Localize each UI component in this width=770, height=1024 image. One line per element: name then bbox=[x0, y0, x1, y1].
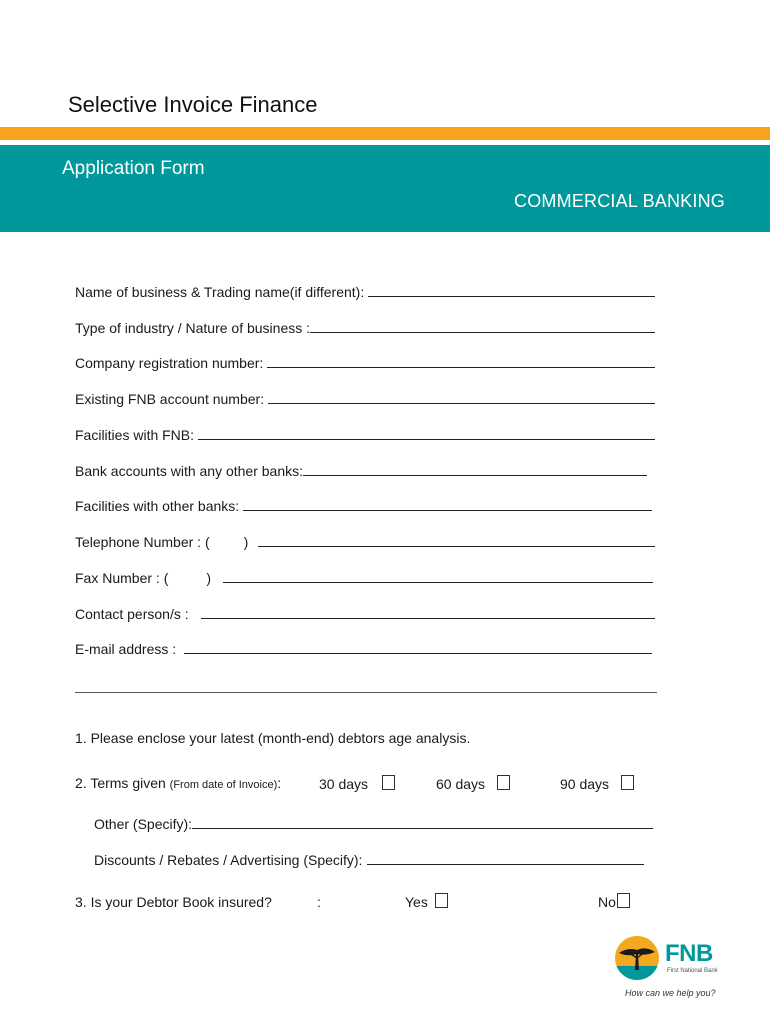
field-label: Company registration number: bbox=[75, 355, 264, 371]
document-title: Selective Invoice Finance bbox=[68, 92, 318, 117]
option-yes[interactable] bbox=[405, 893, 448, 910]
field-label: E-mail address : bbox=[75, 641, 177, 657]
other-bank-accounts-field[interactable] bbox=[75, 459, 647, 479]
other-bank-facilities-field[interactable] bbox=[75, 494, 652, 514]
field-label: Telephone Number : ( bbox=[75, 534, 210, 550]
industry-field[interactable] bbox=[75, 316, 655, 336]
other-terms-field[interactable] bbox=[94, 812, 653, 832]
option-no[interactable] bbox=[598, 893, 630, 910]
input-line[interactable] bbox=[201, 618, 655, 619]
question-3-colon: : bbox=[317, 894, 321, 910]
field-label: Contact person/s : bbox=[75, 606, 189, 622]
question-2-note: (From date of Invoice) bbox=[169, 779, 278, 791]
input-line[interactable] bbox=[368, 296, 655, 297]
question-2-colon: : bbox=[277, 775, 282, 791]
orange-accent-bar bbox=[0, 127, 770, 140]
section-divider bbox=[75, 692, 657, 693]
checkbox-90-days[interactable] bbox=[621, 775, 634, 790]
header-band bbox=[0, 145, 770, 232]
checkbox-yes[interactable] bbox=[435, 893, 448, 908]
input-line[interactable] bbox=[184, 653, 652, 654]
field-label: Existing FNB account number: bbox=[75, 391, 265, 407]
input-line[interactable] bbox=[303, 475, 647, 476]
field-label: Type of industry / Nature of business : bbox=[75, 320, 311, 336]
field-label: Other (Specify): bbox=[94, 816, 193, 832]
option-60-days[interactable] bbox=[436, 775, 510, 792]
option-90-days[interactable] bbox=[560, 775, 634, 792]
department-label: COMMERCIAL BANKING bbox=[514, 191, 725, 211]
telephone-field[interactable] bbox=[75, 530, 655, 550]
question-1: 1. Please enclose your latest (month-end) debtors age analysis. bbox=[75, 730, 471, 746]
option-30-days[interactable] bbox=[319, 775, 395, 792]
input-line[interactable] bbox=[258, 546, 655, 547]
logo-brand: FNB bbox=[665, 940, 713, 967]
checkbox-no[interactable] bbox=[617, 893, 630, 908]
discounts-field[interactable] bbox=[94, 848, 644, 868]
field-label: Bank accounts with any other banks: bbox=[75, 463, 304, 479]
form-subtitle: Application Form bbox=[62, 158, 205, 179]
input-line[interactable] bbox=[198, 439, 655, 440]
input-line[interactable] bbox=[267, 367, 655, 368]
contact-person-field[interactable] bbox=[75, 602, 655, 622]
field-label: Fax Number : ( bbox=[75, 570, 169, 586]
fax-field[interactable] bbox=[75, 566, 653, 586]
registration-number-field[interactable] bbox=[75, 351, 655, 371]
input-line[interactable] bbox=[268, 403, 655, 404]
field-label: Discounts / Rebates / Advertising (Specify): bbox=[94, 852, 363, 868]
input-line[interactable] bbox=[367, 864, 644, 865]
input-line[interactable] bbox=[192, 828, 653, 829]
field-label: Facilities with other banks: bbox=[75, 498, 240, 514]
option-label: 60 days bbox=[436, 776, 486, 792]
fnb-facilities-field[interactable] bbox=[75, 423, 655, 443]
field-label: Facilities with FNB: bbox=[75, 427, 195, 443]
option-label: Yes bbox=[405, 894, 428, 910]
logo-bank-name: First National Bank bbox=[667, 968, 718, 974]
field-label: Name of business & Trading name(if different): bbox=[75, 284, 365, 300]
option-label: No bbox=[598, 894, 616, 910]
logo-tagline: How can we help you? bbox=[625, 988, 716, 998]
option-label: 30 days bbox=[319, 776, 369, 792]
input-line[interactable] bbox=[223, 582, 653, 583]
fnb-logo bbox=[615, 936, 725, 1006]
checkbox-30-days[interactable] bbox=[382, 775, 395, 790]
acacia-tree-icon bbox=[615, 936, 659, 980]
question-2-label bbox=[75, 775, 281, 791]
input-line[interactable] bbox=[310, 332, 655, 333]
input-line[interactable] bbox=[243, 510, 652, 511]
field-paren-close: ) bbox=[243, 534, 249, 550]
option-label: 90 days bbox=[560, 776, 610, 792]
field-paren-close: ) bbox=[206, 570, 212, 586]
business-name-field[interactable] bbox=[75, 280, 655, 300]
email-field[interactable] bbox=[75, 637, 652, 657]
question-3-label: 3. Is your Debtor Book insured? bbox=[75, 894, 272, 910]
question-2-text: 2. Terms given bbox=[75, 775, 166, 791]
checkbox-60-days[interactable] bbox=[497, 775, 510, 790]
fnb-account-field[interactable] bbox=[75, 387, 655, 407]
